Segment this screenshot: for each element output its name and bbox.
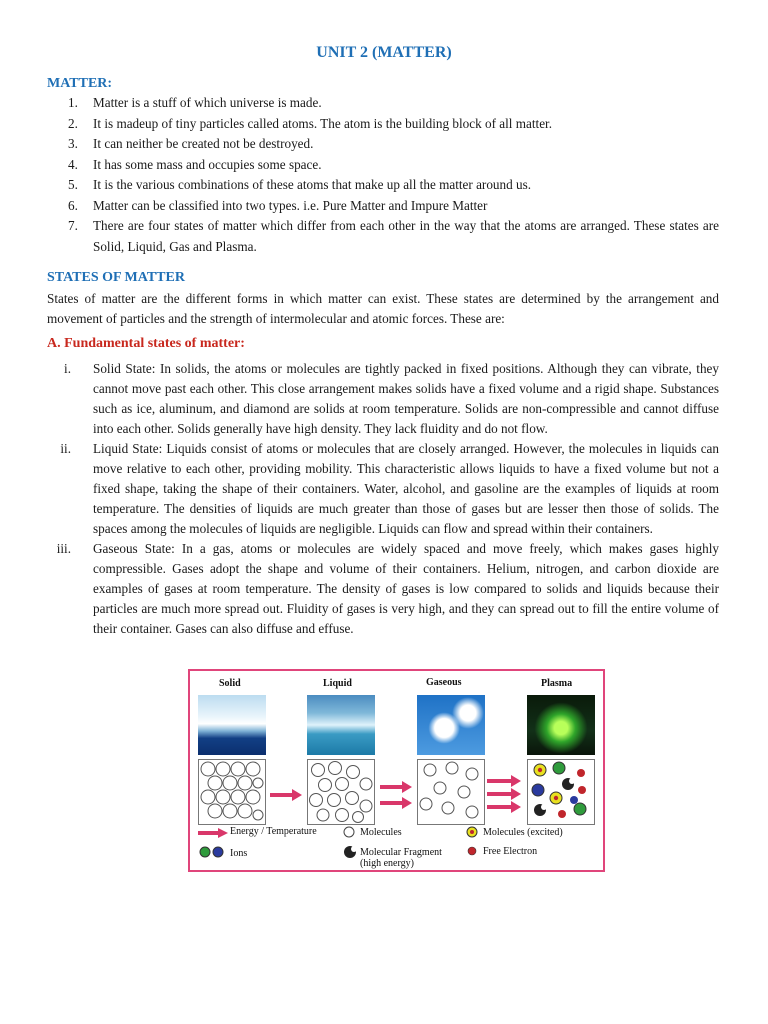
list-text: It is madeup of tiny particles called atoms. The atom is the building block of all matter.	[93, 115, 553, 131]
liquid-particles-box	[307, 759, 375, 825]
list-text: It has some mass and occupies some space.	[93, 156, 322, 172]
list-text: Matter can be classified into two types. i.e. Pure Matter and Impure Matter	[93, 197, 488, 213]
fundamental-states-heading: A. Fundamental states of matter:	[47, 336, 245, 351]
figure-label-solid: Solid	[219, 678, 241, 689]
legend-electron: Free Electron	[483, 846, 538, 857]
list-text: Solid State: In solids, the atoms or molecules are tightly packed in fixed positions. Although they can vibrate, they cannot move past each other. This close arrangement makes solids have a fixed volume and a rigid shape. Substances such as ice, aluminum, and diamond are solids at room temperature. Solids are non-compressible and cannot diffuse into each other. Solids generally have high density. They lack fluidity and do not flow.	[93, 361, 719, 436]
legend-fragment-note: (high energy)	[360, 858, 414, 869]
clouds-photo	[417, 695, 485, 755]
matter-points-list	[47, 93, 719, 257]
gas-molecules-icon	[418, 760, 484, 824]
legend-excited-molecule-icon	[466, 826, 478, 838]
aurora-photo	[527, 695, 595, 755]
liquid-molecules-icon	[308, 760, 374, 824]
list-number: ii.	[60, 441, 71, 456]
list-number: 1.	[68, 95, 78, 110]
figure-label-gaseous: Gaseous	[426, 677, 462, 688]
list-item	[47, 216, 719, 257]
list-number: i.	[64, 361, 71, 376]
energy-arrow-icon	[487, 775, 521, 813]
legend-fragment: Molecular Fragment	[360, 847, 442, 858]
list-item	[47, 359, 719, 439]
list-number: 4.	[68, 156, 78, 172]
list-number: 3.	[68, 136, 78, 151]
figure-label-liquid: Liquid	[323, 678, 352, 689]
list-item	[47, 539, 719, 639]
states-list	[47, 359, 719, 639]
figure-label-plasma: Plasma	[541, 678, 573, 689]
legend-molecule-icon	[343, 826, 355, 838]
energy-arrow-icon	[270, 789, 302, 801]
list-item	[47, 134, 719, 155]
solid-molecules-icon	[199, 760, 265, 824]
legend-fragment-icon	[343, 845, 357, 859]
list-text: Gaseous State: In a gas, atoms or molecules are widely spaced and move freely, which makes gases highly compressible. Gases adopt the shape and volume of their containers. Helium, nitrogen, and carbon dioxide are examples of gases at room temperature. The density of gases is low compared to solids and liquids because their particles are much more spread out. Fluidity of gases is very high, and they can spread out to fill the entire volume of their container. Gases can also diffuse and effuse.	[93, 541, 719, 636]
list-number: iii.	[56, 541, 71, 556]
list-item	[47, 114, 719, 135]
states-intro: States of matter are the different forms in which matter can exist. These states are determined by the arrangement and movement of particles and the strength of intermolecular and atomic forces. These are:	[47, 291, 719, 326]
plasma-particles-box	[527, 759, 595, 825]
list-text: It is the various combinations of these atoms that make up all the matter around us.	[93, 177, 532, 192]
page-title: UNIT 2 (MATTER)	[316, 44, 452, 61]
legend-molecules: Molecules	[360, 827, 402, 838]
solid-particles-box	[198, 759, 266, 825]
list-text: Matter is a stuff of which universe is made.	[93, 95, 322, 110]
plasma-particles-icon	[528, 760, 594, 824]
gas-particles-box	[417, 759, 485, 825]
legend-excited: Molecules (excited)	[483, 827, 563, 838]
list-item	[47, 93, 719, 114]
states-heading: STATES OF MATTER	[47, 270, 185, 285]
energy-arrow-icon	[380, 781, 412, 809]
list-item	[47, 175, 719, 196]
legend-ions: Ions	[230, 848, 248, 859]
legend-arrow-icon	[198, 828, 228, 838]
list-item	[47, 439, 719, 539]
list-text: There are four states of matter which differ from each other in the way that the atoms are arranged. These states are Solid, Liquid, Gas and Plasma.	[93, 218, 719, 254]
list-item	[47, 155, 719, 176]
legend-energy: Energy / Temperature	[230, 826, 317, 837]
list-number: 6.	[68, 197, 78, 213]
list-number: 2.	[68, 115, 78, 131]
legend-electron-icon	[467, 846, 477, 856]
iceberg-photo	[198, 695, 266, 755]
list-text: It can neither be created not be destroyed.	[93, 136, 314, 151]
legend-ions-icon	[199, 846, 225, 858]
list-text: Liquid State: Liquids consist of atoms or molecules that are closely arranged. However, the molecules in liquids can move relative to each other, providing mobility. This characteristic allows liquids to have a fixed volume but not a fixed shape, taking the shape of their containers. Water, alcohol, and gasoline are the examples of liquids at room temperature. The densities of liquids are much greater than those of gases but are lesser then those of solids. The spaces among the molecules of liquids are negligible. Liquids can flow and spread within their containers.	[93, 441, 719, 536]
list-number: 5.	[68, 177, 78, 192]
matter-heading: MATTER:	[47, 76, 113, 91]
states-of-matter-figure	[188, 669, 605, 872]
list-item	[47, 196, 719, 217]
list-number: 7.	[68, 218, 78, 233]
waterfall-photo	[307, 695, 375, 755]
